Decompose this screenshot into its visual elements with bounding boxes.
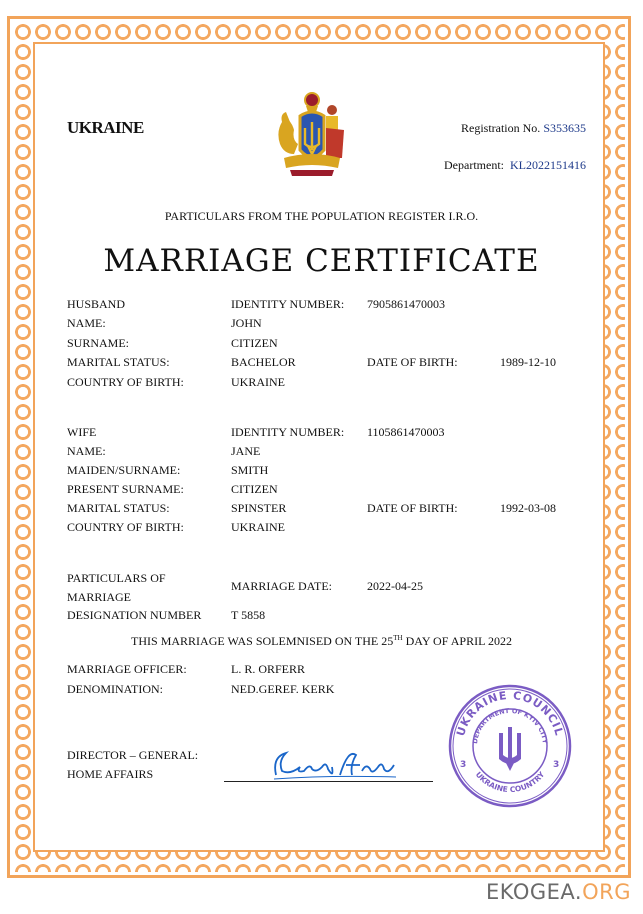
wife-cob-value: UKRAINE xyxy=(231,520,285,534)
designation-label: DESIGNATION NUMBER xyxy=(67,608,202,622)
director-label-1: DIRECTOR – GENERAL: xyxy=(67,748,199,762)
officer-label: MARRIAGE OFFICER: xyxy=(67,662,187,676)
wife-identity-value: 1105861470003 xyxy=(367,425,445,439)
marriage-date-label: MARRIAGE DATE: xyxy=(231,579,332,593)
husband-name-label: NAME: xyxy=(67,316,106,330)
wife-dob-value: 1992-03-08 xyxy=(500,501,556,515)
wife-identity-label: IDENTITY NUMBER: xyxy=(231,425,345,439)
husband-section-label: HUSBAND xyxy=(67,297,126,311)
officer-value: L. R. ORFERR xyxy=(231,662,306,676)
solemnised-text-start: THIS MARRIAGE WAS SOLEMNISED ON THE 25 xyxy=(131,634,394,648)
stamp-left-number: 3 xyxy=(460,760,467,770)
husband-cob-value: UKRAINE xyxy=(231,375,285,389)
solemnised-text-end: DAY OF APRIL 2022 xyxy=(402,634,512,648)
trident-icon xyxy=(499,727,521,771)
stamp-bottom-text: UKRAINE COUNTRY xyxy=(473,769,547,795)
registration-value: S353635 xyxy=(543,121,586,135)
husband-surname-label: SURNAME: xyxy=(67,336,130,350)
coat-of-arms-icon xyxy=(262,88,362,182)
marriage-particulars-label-1: PARTICULARS OF xyxy=(67,571,166,585)
registration-label: Registration No. xyxy=(460,121,541,135)
signature-line xyxy=(224,781,433,782)
husband-marital-label: MARITAL STATUS: xyxy=(67,355,170,369)
wife-maiden-label: MAIDEN/SURNAME: xyxy=(67,463,181,477)
registration-number xyxy=(461,121,586,136)
stamp-inner-text: DEPARTMENT OF KYIV CITY xyxy=(471,706,549,745)
solemnised-ordinal: TH xyxy=(393,634,403,642)
watermark-text: EKOGEA. xyxy=(485,880,583,904)
department-label: Department: xyxy=(444,158,504,172)
wife-marital-value: SPINSTER xyxy=(231,501,287,515)
husband-identity-label: IDENTITY NUMBER: xyxy=(231,297,345,311)
wife-section-label: WIFE xyxy=(67,425,97,439)
designation-value: T 5858 xyxy=(231,608,266,622)
husband-cob-label: COUNTRY OF BIRTH: xyxy=(67,375,184,389)
certificate-title: MARRIAGE CERTIFICATE xyxy=(103,243,540,279)
husband-identity-value: 7905861470003 xyxy=(367,297,445,311)
director-signature xyxy=(270,745,400,785)
wife-present-surname-label: PRESENT SURNAME: xyxy=(67,482,184,496)
wife-name-label: NAME: xyxy=(67,444,106,458)
department-number xyxy=(444,158,586,173)
solemnised-statement xyxy=(0,634,643,649)
site-watermark xyxy=(486,880,631,904)
stamp-top-text: UKRAINE COUNCIL xyxy=(454,688,566,738)
marriage-date-value: 2022-04-25 xyxy=(367,579,423,593)
marriage-particulars-label-2: MARRIAGE xyxy=(67,590,132,604)
stamp-right-number: 3 xyxy=(553,760,560,770)
wife-cob-label: COUNTRY OF BIRTH: xyxy=(67,520,184,534)
wife-maiden-value: SMITH xyxy=(231,463,269,477)
wife-present-surname-value: CITIZEN xyxy=(231,482,278,496)
wife-dob-label: DATE OF BIRTH: xyxy=(367,501,458,515)
department-value: KL2022151416 xyxy=(510,158,586,172)
denomination-label: DENOMINATION: xyxy=(67,682,163,696)
director-label-2: HOME AFFAIRS xyxy=(67,767,154,781)
country-heading: UKRAINE xyxy=(67,118,144,137)
husband-surname-value: CITIZEN xyxy=(231,336,278,350)
watermark-accent: ORG xyxy=(582,880,631,904)
council-stamp-icon xyxy=(447,683,573,809)
husband-dob-label: DATE OF BIRTH: xyxy=(367,355,458,369)
husband-marital-value: BACHELOR xyxy=(231,355,296,369)
husband-name-value: JOHN xyxy=(231,316,262,330)
wife-name-value: JANE xyxy=(231,444,261,458)
register-subtitle: PARTICULARS FROM THE POPULATION REGISTER I.R.O. xyxy=(164,209,479,223)
denomination-value: NED.GEREF. KERK xyxy=(231,682,335,696)
husband-dob-value: 1989-12-10 xyxy=(500,355,556,369)
wife-marital-label: MARITAL STATUS: xyxy=(67,501,170,515)
